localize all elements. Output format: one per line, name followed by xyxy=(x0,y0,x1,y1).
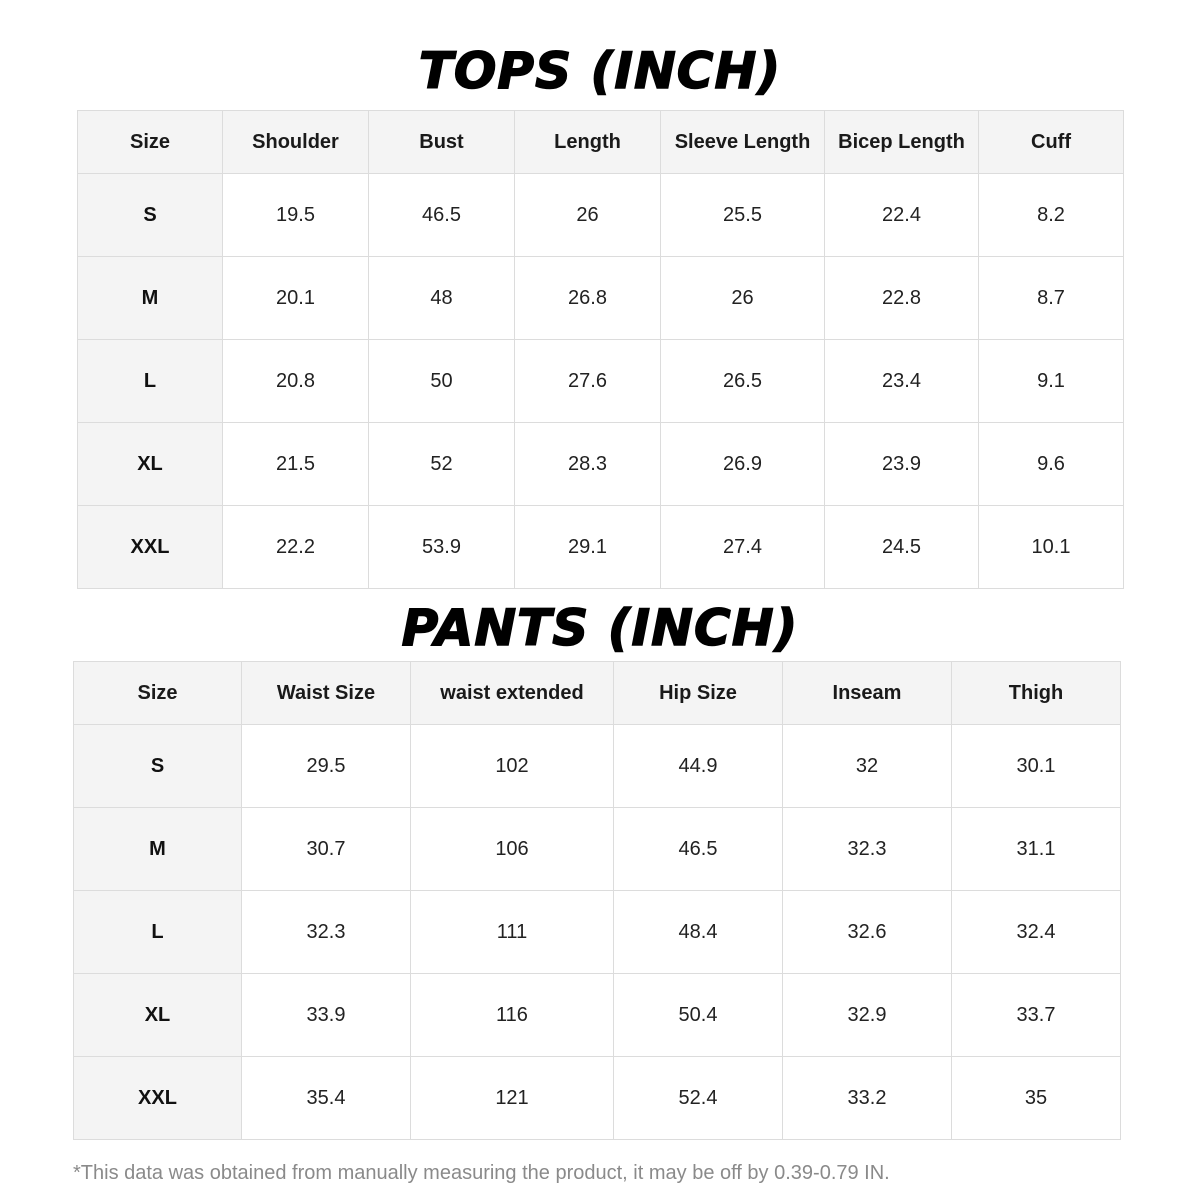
tops-header-row xyxy=(78,111,1124,174)
table-cell: 22.4 xyxy=(825,174,979,257)
table-cell: 28.3 xyxy=(515,423,661,506)
table-cell: 50 xyxy=(369,340,515,423)
table-cell: 48 xyxy=(369,257,515,340)
table-cell: 32.4 xyxy=(952,891,1121,974)
table-cell: 26.9 xyxy=(661,423,825,506)
table-cell: 24.5 xyxy=(825,506,979,589)
pants-title: PANTS (INCH) xyxy=(401,599,799,657)
table-cell: 26 xyxy=(515,174,661,257)
table-cell: 23.4 xyxy=(825,340,979,423)
table-cell: 26.5 xyxy=(661,340,825,423)
size-label: M xyxy=(78,257,223,340)
table-cell: 111 xyxy=(411,891,614,974)
size-label: L xyxy=(74,891,242,974)
table-cell: 31.1 xyxy=(952,808,1121,891)
size-label: L xyxy=(78,340,223,423)
size-label: S xyxy=(74,725,242,808)
tops-size-table xyxy=(77,110,1124,589)
table-row xyxy=(78,257,1124,340)
table-cell: 52 xyxy=(369,423,515,506)
table-cell: 29.5 xyxy=(242,725,411,808)
size-label: XL xyxy=(74,974,242,1057)
table-cell: 32.9 xyxy=(783,974,952,1057)
table-cell: 30.7 xyxy=(242,808,411,891)
table-cell: 22.8 xyxy=(825,257,979,340)
table-cell: 27.4 xyxy=(661,506,825,589)
table-cell: 32 xyxy=(783,725,952,808)
table-row xyxy=(78,174,1124,257)
tops-header-length: Length xyxy=(515,111,661,174)
table-cell: 26.8 xyxy=(515,257,661,340)
table-cell: 25.5 xyxy=(661,174,825,257)
table-cell: 50.4 xyxy=(614,974,783,1057)
table-cell: 102 xyxy=(411,725,614,808)
table-row xyxy=(74,725,1121,808)
table-row xyxy=(78,423,1124,506)
tops-header-cuff: Cuff xyxy=(979,111,1124,174)
pants-header-inseam: Inseam xyxy=(783,662,952,725)
table-cell: 48.4 xyxy=(614,891,783,974)
size-label: M xyxy=(74,808,242,891)
table-cell: 8.2 xyxy=(979,174,1124,257)
table-cell: 21.5 xyxy=(223,423,369,506)
table-row xyxy=(74,1057,1121,1140)
table-cell: 20.1 xyxy=(223,257,369,340)
tops-header-bicep-length: Bicep Length xyxy=(825,111,979,174)
table-cell: 32.3 xyxy=(242,891,411,974)
table-cell: 23.9 xyxy=(825,423,979,506)
pants-header-thigh: Thigh xyxy=(952,662,1121,725)
tops-header-size: Size xyxy=(78,111,223,174)
table-row xyxy=(74,891,1121,974)
table-cell: 33.2 xyxy=(783,1057,952,1140)
size-label: XXL xyxy=(78,506,223,589)
size-label: S xyxy=(78,174,223,257)
table-cell: 10.1 xyxy=(979,506,1124,589)
measurement-disclaimer: *This data was obtained from manually measuring the product, it may be off by 0.39-0.79 IN. xyxy=(73,1162,890,1184)
tops-header-shoulder: Shoulder xyxy=(223,111,369,174)
tops-title: TOPS (INCH) xyxy=(418,42,782,100)
pants-header-waist-size: Waist Size xyxy=(242,662,411,725)
pants-header-waist-extended: waist extended xyxy=(411,662,614,725)
table-cell: 26 xyxy=(661,257,825,340)
table-cell: 46.5 xyxy=(614,808,783,891)
table-cell: 106 xyxy=(411,808,614,891)
table-cell: 9.6 xyxy=(979,423,1124,506)
size-label: XL xyxy=(78,423,223,506)
table-row xyxy=(78,340,1124,423)
table-cell: 29.1 xyxy=(515,506,661,589)
table-cell: 8.7 xyxy=(979,257,1124,340)
table-cell: 121 xyxy=(411,1057,614,1140)
table-cell: 33.7 xyxy=(952,974,1121,1057)
table-cell: 52.4 xyxy=(614,1057,783,1140)
table-cell: 53.9 xyxy=(369,506,515,589)
tops-header-bust: Bust xyxy=(369,111,515,174)
table-cell: 27.6 xyxy=(515,340,661,423)
table-cell: 116 xyxy=(411,974,614,1057)
size-label: XXL xyxy=(74,1057,242,1140)
table-cell: 32.3 xyxy=(783,808,952,891)
table-cell: 33.9 xyxy=(242,974,411,1057)
pants-header-hip-size: Hip Size xyxy=(614,662,783,725)
pants-header-size: Size xyxy=(74,662,242,725)
table-cell: 30.1 xyxy=(952,725,1121,808)
tops-header-sleeve-length: Sleeve Length xyxy=(661,111,825,174)
pants-size-table xyxy=(73,661,1121,1140)
pants-header-row xyxy=(74,662,1121,725)
table-cell: 32.6 xyxy=(783,891,952,974)
table-row xyxy=(74,974,1121,1057)
table-cell: 35 xyxy=(952,1057,1121,1140)
table-cell: 46.5 xyxy=(369,174,515,257)
table-cell: 22.2 xyxy=(223,506,369,589)
table-row xyxy=(78,506,1124,589)
table-cell: 44.9 xyxy=(614,725,783,808)
table-cell: 35.4 xyxy=(242,1057,411,1140)
table-cell: 19.5 xyxy=(223,174,369,257)
table-row xyxy=(74,808,1121,891)
table-cell: 9.1 xyxy=(979,340,1124,423)
table-cell: 20.8 xyxy=(223,340,369,423)
